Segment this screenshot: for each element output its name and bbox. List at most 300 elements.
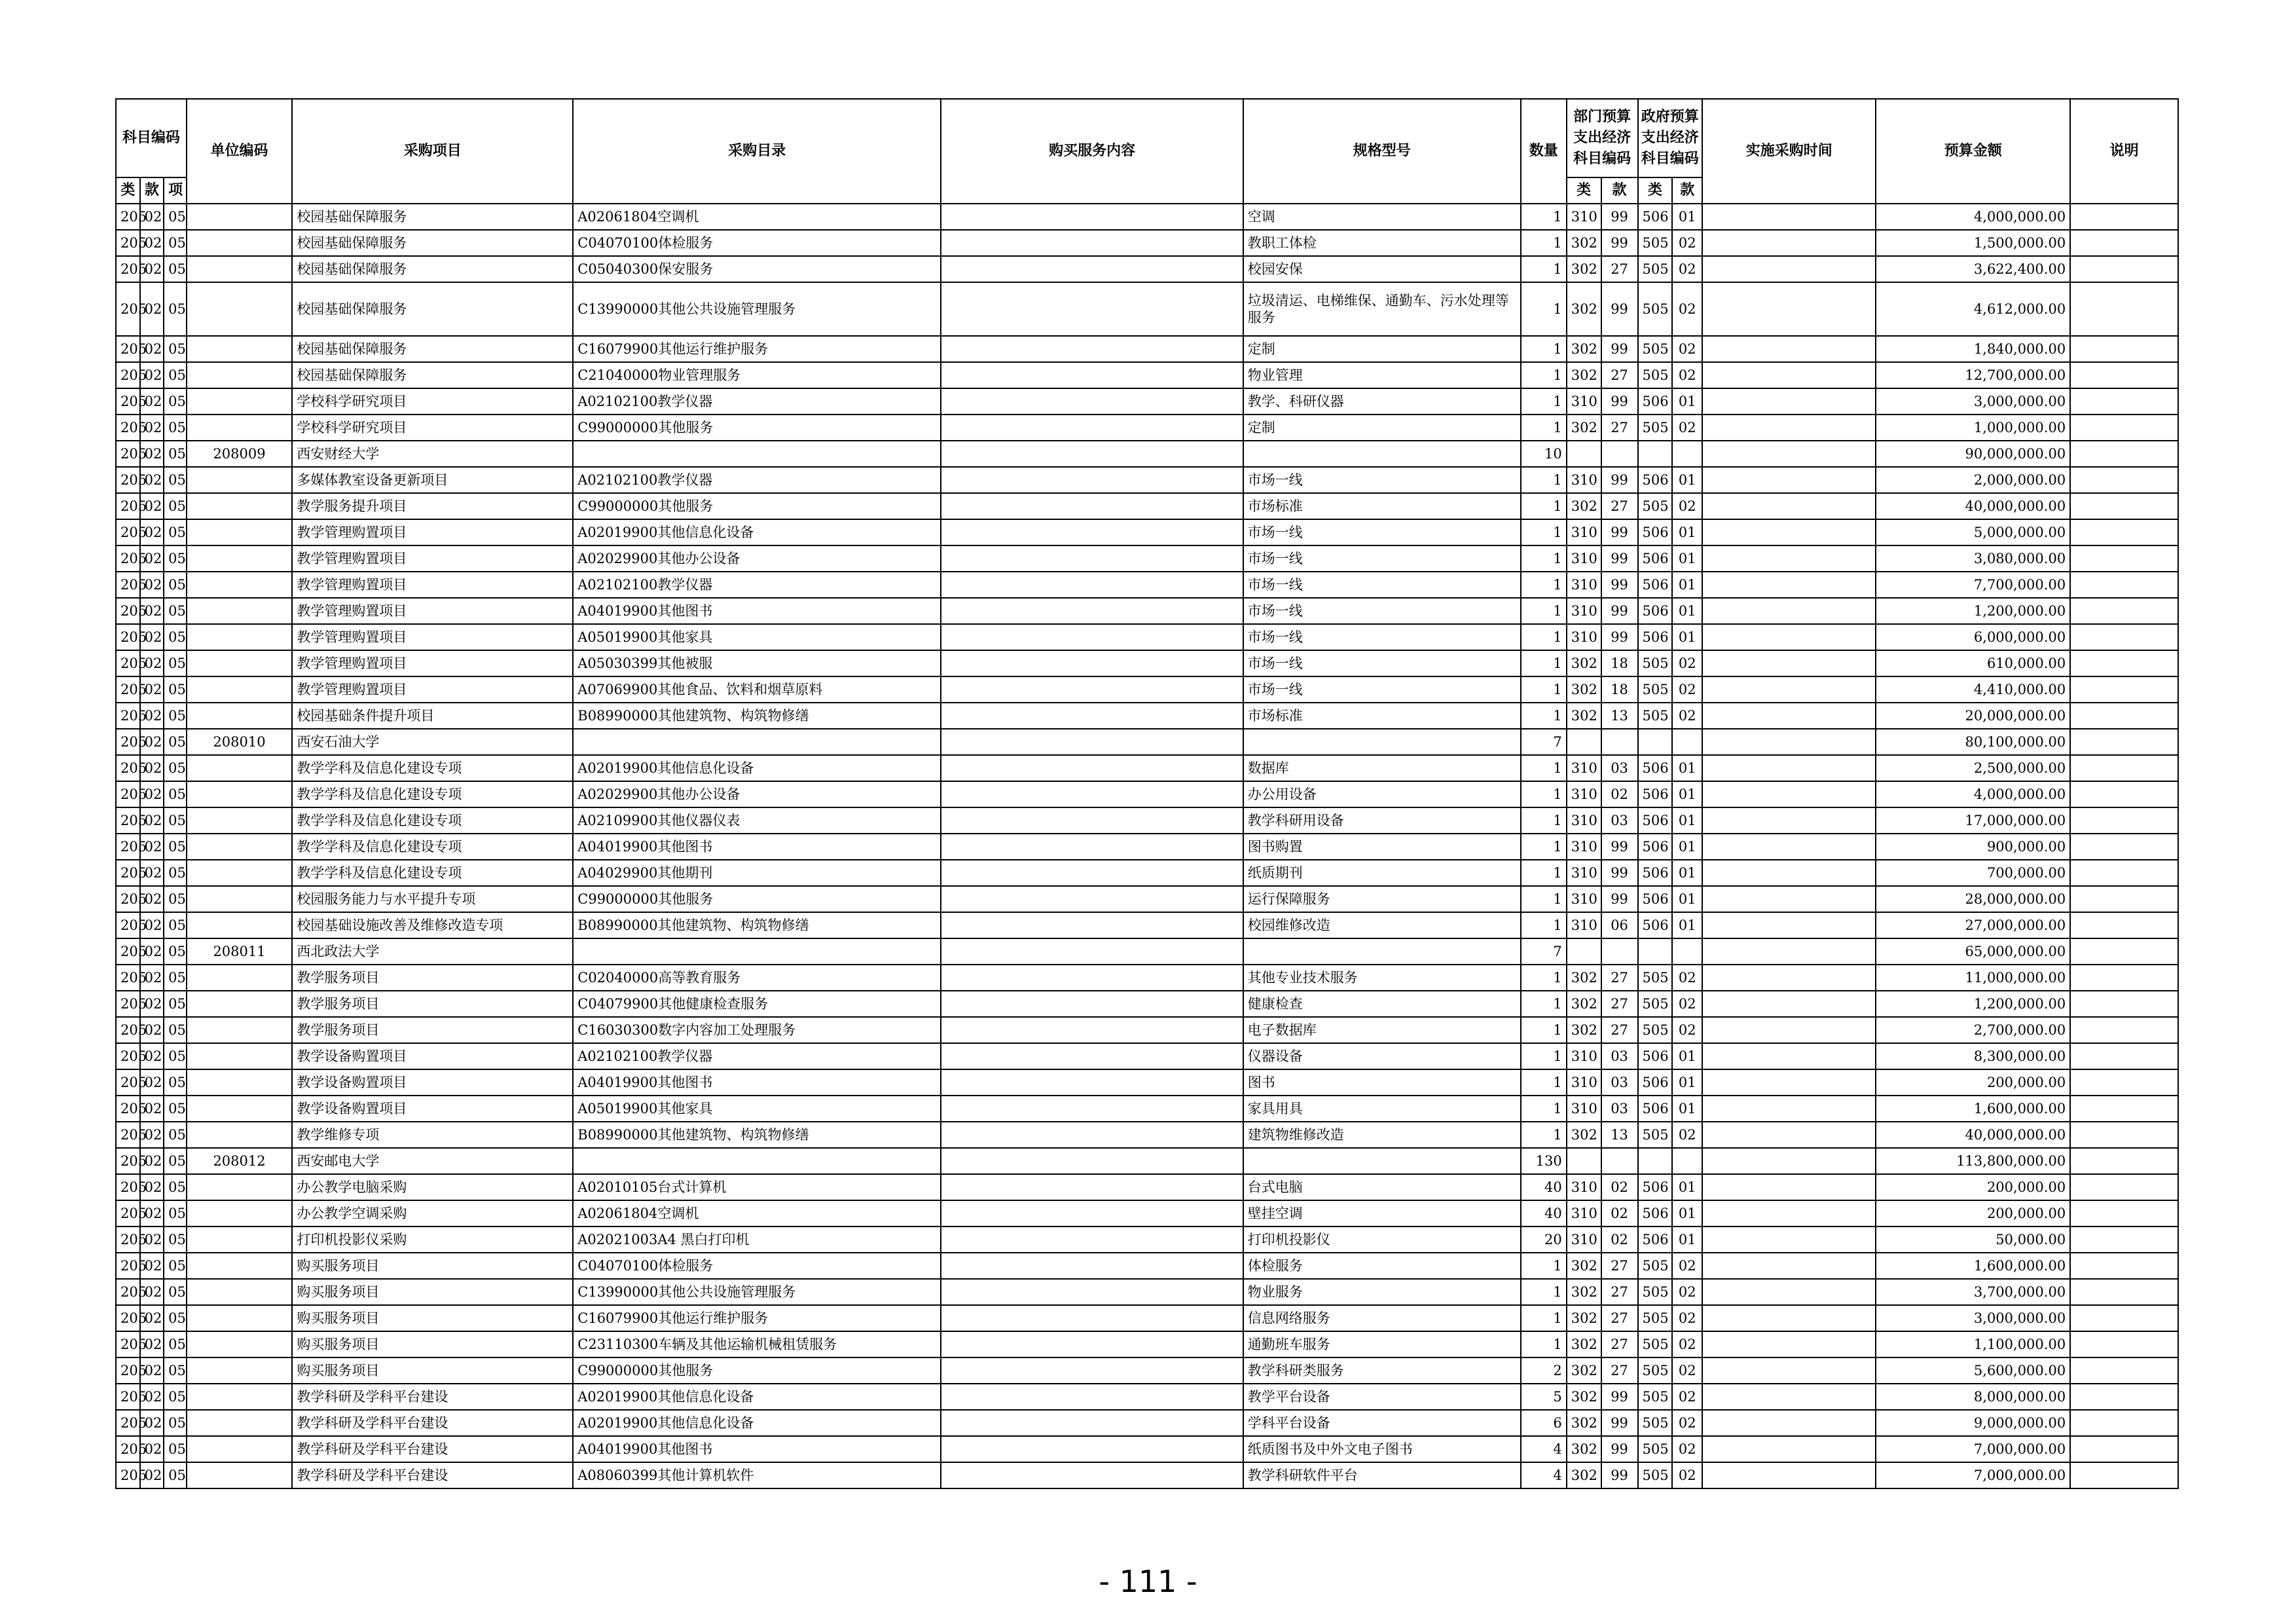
cell-unit <box>187 1331 293 1357</box>
cell-dlei: 310 <box>1567 388 1601 415</box>
cell-project: 教学学科及信息化建设专项 <box>292 834 573 860</box>
cell-catalog: A02019900其他信息化设备 <box>573 519 941 545</box>
cell-amount: 65,000,000.00 <box>1876 938 2070 965</box>
cell-glei: 506 <box>1638 1069 1673 1096</box>
cell-qty: 1 <box>1521 1253 1567 1279</box>
cell-glei: 505 <box>1638 362 1673 388</box>
cell-amount: 2,700,000.00 <box>1876 1017 2070 1043</box>
cell-service <box>941 912 1243 938</box>
cell-unit <box>187 991 293 1017</box>
cell-service <box>941 703 1243 729</box>
cell-catalog: A02021003A4 黑白打印机 <box>573 1227 941 1253</box>
cell-service <box>941 1096 1243 1122</box>
cell-amount: 7,000,000.00 <box>1876 1436 2070 1462</box>
cell-spec: 教学平台设备 <box>1243 1384 1521 1410</box>
cell-catalog: C99000000其他服务 <box>573 415 941 441</box>
cell-project: 教学科研及学科平台建设 <box>292 1436 573 1462</box>
cell-gkuan: 01 <box>1672 912 1702 938</box>
cell-note <box>2070 1331 2178 1357</box>
cell-project: 西安石油大学 <box>292 729 573 755</box>
cell-spec: 物业服务 <box>1243 1279 1521 1305</box>
cell-qty: 1 <box>1521 912 1567 938</box>
cell-note <box>2070 781 2178 807</box>
cell-kuan: 02 <box>140 807 164 834</box>
cell-qty: 10 <box>1521 441 1567 467</box>
cell-glei: 506 <box>1638 1043 1673 1069</box>
table-row <box>116 388 2178 415</box>
cell-kuan: 02 <box>140 1017 164 1043</box>
table-row <box>116 1384 2178 1410</box>
cell-dlei: 310 <box>1567 886 1601 912</box>
cell-gkuan: 01 <box>1672 834 1702 860</box>
cell-kuan: 02 <box>140 1174 164 1200</box>
cell-note <box>2070 1069 2178 1096</box>
cell-dlei: 310 <box>1567 912 1601 938</box>
cell-kuan: 02 <box>140 1331 164 1357</box>
cell-glei: 506 <box>1638 781 1673 807</box>
cell-time <box>1702 729 1876 755</box>
cell-service <box>941 991 1243 1017</box>
cell-note <box>2070 965 2178 991</box>
cell-catalog: A02019900其他信息化设备 <box>573 1410 941 1436</box>
cell-gkuan <box>1672 938 1702 965</box>
cell-gkuan: 02 <box>1672 965 1702 991</box>
cell-project: 校园基础条件提升项目 <box>292 703 573 729</box>
cell-dlei: 310 <box>1567 624 1601 650</box>
cell-catalog: A02029900其他办公设备 <box>573 545 941 572</box>
header-xiang: 项 <box>164 177 187 204</box>
cell-spec: 图书 <box>1243 1069 1521 1096</box>
cell-lei: 205 <box>116 1462 140 1488</box>
cell-lei: 205 <box>116 781 140 807</box>
cell-dlei: 302 <box>1567 650 1601 676</box>
cell-spec: 台式电脑 <box>1243 1174 1521 1200</box>
cell-unit <box>187 204 293 230</box>
cell-kuan: 02 <box>140 598 164 624</box>
cell-lei: 205 <box>116 493 140 519</box>
cell-service <box>941 362 1243 388</box>
cell-time <box>1702 912 1876 938</box>
cell-note <box>2070 230 2178 256</box>
cell-catalog: C99000000其他服务 <box>573 1357 941 1384</box>
cell-service <box>941 1122 1243 1148</box>
cell-catalog: C02040000高等教育服务 <box>573 965 941 991</box>
cell-time <box>1702 415 1876 441</box>
cell-time <box>1702 624 1876 650</box>
cell-kuan: 02 <box>140 493 164 519</box>
cell-dkuan: 03 <box>1601 1069 1638 1096</box>
cell-note <box>2070 624 2178 650</box>
cell-lei: 205 <box>116 991 140 1017</box>
cell-unit <box>187 598 293 624</box>
cell-time <box>1702 1017 1876 1043</box>
cell-amount: 610,000.00 <box>1876 650 2070 676</box>
cell-time <box>1702 1148 1876 1174</box>
cell-gkuan: 01 <box>1672 572 1702 598</box>
cell-dlei: 310 <box>1567 598 1601 624</box>
cell-service <box>941 230 1243 256</box>
table-row <box>116 781 2178 807</box>
cell-glei: 505 <box>1638 1279 1673 1305</box>
cell-gkuan: 02 <box>1672 336 1702 362</box>
cell-note <box>2070 441 2178 467</box>
cell-dlei: 302 <box>1567 676 1601 703</box>
cell-xiang: 05 <box>164 282 187 336</box>
cell-kuan: 02 <box>140 886 164 912</box>
cell-project: 购买服务项目 <box>292 1279 573 1305</box>
cell-spec: 市场一线 <box>1243 467 1521 493</box>
cell-xiang: 05 <box>164 965 187 991</box>
cell-note <box>2070 650 2178 676</box>
cell-catalog: A04029900其他期刊 <box>573 860 941 886</box>
cell-unit <box>187 1122 293 1148</box>
cell-note <box>2070 1279 2178 1305</box>
table-row <box>116 1122 2178 1148</box>
cell-amount: 40,000,000.00 <box>1876 1122 2070 1148</box>
cell-dkuan: 27 <box>1601 1253 1638 1279</box>
table-row <box>116 256 2178 282</box>
cell-catalog: A04019900其他图书 <box>573 834 941 860</box>
cell-kuan: 02 <box>140 729 164 755</box>
cell-dkuan: 27 <box>1601 1017 1638 1043</box>
cell-project: 教学设备购置项目 <box>292 1043 573 1069</box>
cell-note <box>2070 1305 2178 1331</box>
cell-amount: 700,000.00 <box>1876 860 2070 886</box>
cell-dlei <box>1567 938 1601 965</box>
cell-time <box>1702 860 1876 886</box>
cell-glei: 505 <box>1638 991 1673 1017</box>
cell-project: 教学学科及信息化建设专项 <box>292 755 573 781</box>
cell-time <box>1702 1305 1876 1331</box>
cell-dkuan <box>1601 1148 1638 1174</box>
table-row <box>116 1043 2178 1069</box>
cell-lei: 205 <box>116 834 140 860</box>
cell-lei: 205 <box>116 441 140 467</box>
cell-service <box>941 493 1243 519</box>
cell-spec: 教学科研类服务 <box>1243 1357 1521 1384</box>
cell-amount: 17,000,000.00 <box>1876 807 2070 834</box>
cell-unit <box>187 755 293 781</box>
cell-dkuan: 99 <box>1601 886 1638 912</box>
cell-amount: 1,600,000.00 <box>1876 1096 2070 1122</box>
cell-qty: 4 <box>1521 1462 1567 1488</box>
cell-lei: 205 <box>116 1096 140 1122</box>
cell-time <box>1702 441 1876 467</box>
procurement-table <box>115 98 2179 1489</box>
cell-gkuan: 01 <box>1672 388 1702 415</box>
cell-service <box>941 204 1243 230</box>
cell-time <box>1702 1331 1876 1357</box>
cell-gkuan: 01 <box>1672 755 1702 781</box>
cell-catalog: C04070100体检服务 <box>573 230 941 256</box>
cell-dlei: 302 <box>1567 991 1601 1017</box>
cell-gkuan: 02 <box>1672 1410 1702 1436</box>
cell-gkuan: 02 <box>1672 1279 1702 1305</box>
cell-qty: 20 <box>1521 1227 1567 1253</box>
cell-amount: 1,100,000.00 <box>1876 1331 2070 1357</box>
cell-service <box>941 441 1243 467</box>
cell-kuan: 02 <box>140 204 164 230</box>
cell-gkuan: 01 <box>1672 781 1702 807</box>
cell-qty: 1 <box>1521 650 1567 676</box>
cell-dlei: 310 <box>1567 572 1601 598</box>
cell-gkuan: 01 <box>1672 1069 1702 1096</box>
cell-xiang: 05 <box>164 1462 187 1488</box>
cell-xiang: 05 <box>164 1174 187 1200</box>
table-row <box>116 807 2178 834</box>
table-row <box>116 1227 2178 1253</box>
cell-note <box>2070 519 2178 545</box>
cell-lei: 205 <box>116 729 140 755</box>
cell-service <box>941 886 1243 912</box>
cell-qty: 1 <box>1521 886 1567 912</box>
cell-lei: 205 <box>116 362 140 388</box>
cell-project: 办公教学空调采购 <box>292 1200 573 1227</box>
cell-time <box>1702 676 1876 703</box>
cell-amount: 113,800,000.00 <box>1876 1148 2070 1174</box>
cell-unit <box>187 256 293 282</box>
cell-spec: 体检服务 <box>1243 1253 1521 1279</box>
cell-glei: 506 <box>1638 1096 1673 1122</box>
cell-time <box>1702 467 1876 493</box>
cell-qty: 6 <box>1521 1410 1567 1436</box>
cell-xiang: 05 <box>164 1384 187 1410</box>
cell-unit <box>187 834 293 860</box>
cell-unit <box>187 1253 293 1279</box>
cell-unit <box>187 1174 293 1200</box>
cell-qty: 1 <box>1521 204 1567 230</box>
cell-note <box>2070 938 2178 965</box>
cell-xiang: 05 <box>164 362 187 388</box>
table-row <box>116 886 2178 912</box>
cell-dlei: 302 <box>1567 1410 1601 1436</box>
cell-amount: 8,000,000.00 <box>1876 1384 2070 1410</box>
cell-project: 教学管理购置项目 <box>292 545 573 572</box>
cell-glei: 505 <box>1638 965 1673 991</box>
cell-spec: 市场一线 <box>1243 598 1521 624</box>
cell-qty: 1 <box>1521 256 1567 282</box>
cell-project: 校园基础保障服务 <box>292 362 573 388</box>
cell-dkuan: 99 <box>1601 1410 1638 1436</box>
cell-kuan: 02 <box>140 1069 164 1096</box>
cell-dlei: 302 <box>1567 1017 1601 1043</box>
cell-qty: 1 <box>1521 493 1567 519</box>
cell-note <box>2070 467 2178 493</box>
table-row <box>116 1410 2178 1436</box>
cell-amount: 1,500,000.00 <box>1876 230 2070 256</box>
cell-glei: 506 <box>1638 204 1673 230</box>
cell-dlei: 310 <box>1567 834 1601 860</box>
cell-service <box>941 755 1243 781</box>
cell-glei: 505 <box>1638 256 1673 282</box>
cell-dkuan: 99 <box>1601 282 1638 336</box>
cell-xiang: 05 <box>164 493 187 519</box>
cell-qty: 1 <box>1521 807 1567 834</box>
cell-note <box>2070 912 2178 938</box>
table-row <box>116 572 2178 598</box>
cell-note <box>2070 1462 2178 1488</box>
cell-spec: 建筑物维修改造 <box>1243 1122 1521 1148</box>
cell-project: 校园基础保障服务 <box>292 204 573 230</box>
cell-glei: 506 <box>1638 912 1673 938</box>
cell-dkuan: 03 <box>1601 1043 1638 1069</box>
cell-catalog: B08990000其他建筑物、构筑物修缮 <box>573 912 941 938</box>
cell-amount: 5,600,000.00 <box>1876 1357 2070 1384</box>
cell-project: 校园基础保障服务 <box>292 256 573 282</box>
cell-dkuan: 99 <box>1601 545 1638 572</box>
cell-qty: 1 <box>1521 1331 1567 1357</box>
cell-project: 教学服务项目 <box>292 1017 573 1043</box>
cell-time <box>1702 1096 1876 1122</box>
cell-project: 教学科研及学科平台建设 <box>292 1384 573 1410</box>
cell-catalog: C13990000其他公共设施管理服务 <box>573 1279 941 1305</box>
cell-unit: 208011 <box>187 938 293 965</box>
cell-project: 学校科学研究项目 <box>292 388 573 415</box>
cell-unit <box>187 650 293 676</box>
cell-dlei: 302 <box>1567 1122 1601 1148</box>
table-body <box>116 204 2178 1488</box>
cell-gkuan: 01 <box>1672 1200 1702 1227</box>
cell-qty: 1 <box>1521 230 1567 256</box>
cell-catalog: A02102100教学仪器 <box>573 467 941 493</box>
cell-dkuan: 02 <box>1601 1227 1638 1253</box>
cell-kuan: 02 <box>140 1279 164 1305</box>
table-row <box>116 230 2178 256</box>
cell-lei: 205 <box>116 807 140 834</box>
cell-qty: 40 <box>1521 1200 1567 1227</box>
cell-dkuan: 27 <box>1601 256 1638 282</box>
cell-glei: 506 <box>1638 860 1673 886</box>
cell-spec: 市场一线 <box>1243 650 1521 676</box>
header-dept-lei: 类 <box>1567 177 1601 204</box>
cell-service <box>941 834 1243 860</box>
cell-dkuan: 99 <box>1601 230 1638 256</box>
cell-glei: 505 <box>1638 650 1673 676</box>
cell-xiang: 05 <box>164 1305 187 1331</box>
cell-kuan: 02 <box>140 650 164 676</box>
cell-service <box>941 1384 1243 1410</box>
cell-service <box>941 336 1243 362</box>
cell-gkuan: 02 <box>1672 650 1702 676</box>
cell-xiang: 05 <box>164 650 187 676</box>
cell-time <box>1702 834 1876 860</box>
cell-glei: 505 <box>1638 493 1673 519</box>
cell-dlei: 302 <box>1567 256 1601 282</box>
cell-dkuan: 02 <box>1601 1174 1638 1200</box>
cell-gkuan: 01 <box>1672 1096 1702 1122</box>
cell-catalog: A05019900其他家具 <box>573 624 941 650</box>
cell-amount: 80,100,000.00 <box>1876 729 2070 755</box>
cell-glei: 506 <box>1638 886 1673 912</box>
cell-kuan: 02 <box>140 1043 164 1069</box>
cell-qty: 2 <box>1521 1357 1567 1384</box>
cell-time <box>1702 1462 1876 1488</box>
cell-qty: 1 <box>1521 415 1567 441</box>
cell-unit <box>187 807 293 834</box>
cell-xiang: 05 <box>164 1122 187 1148</box>
cell-catalog: C16030300数字内容加工处理服务 <box>573 1017 941 1043</box>
cell-qty: 1 <box>1521 991 1567 1017</box>
table-row <box>116 1305 2178 1331</box>
cell-gkuan: 02 <box>1672 1331 1702 1357</box>
cell-qty: 1 <box>1521 1305 1567 1331</box>
cell-kuan: 02 <box>140 230 164 256</box>
cell-kuan: 02 <box>140 1305 164 1331</box>
cell-spec: 纸质期刊 <box>1243 860 1521 886</box>
cell-qty: 7 <box>1521 938 1567 965</box>
cell-lei: 205 <box>116 282 140 336</box>
cell-lei: 205 <box>116 230 140 256</box>
cell-dlei: 302 <box>1567 415 1601 441</box>
cell-dlei <box>1567 1148 1601 1174</box>
cell-time <box>1702 886 1876 912</box>
cell-gkuan: 01 <box>1672 598 1702 624</box>
cell-spec: 数据库 <box>1243 755 1521 781</box>
table-row <box>116 415 2178 441</box>
cell-unit <box>187 282 293 336</box>
cell-gkuan: 02 <box>1672 1384 1702 1410</box>
header-time: 实施采购时间 <box>1702 99 1876 204</box>
cell-time <box>1702 1200 1876 1227</box>
cell-kuan: 02 <box>140 624 164 650</box>
cell-glei: 505 <box>1638 336 1673 362</box>
cell-catalog: A02019900其他信息化设备 <box>573 1384 941 1410</box>
cell-amount: 5,000,000.00 <box>1876 519 2070 545</box>
cell-service <box>941 1331 1243 1357</box>
cell-xiang: 05 <box>164 441 187 467</box>
cell-glei: 506 <box>1638 388 1673 415</box>
header-unit-code: 单位编码 <box>187 99 293 204</box>
cell-xiang: 05 <box>164 1096 187 1122</box>
cell-lei: 205 <box>116 1174 140 1200</box>
cell-kuan: 02 <box>140 282 164 336</box>
header-kuan: 款 <box>140 177 164 204</box>
cell-xiang: 05 <box>164 1227 187 1253</box>
cell-note <box>2070 729 2178 755</box>
cell-qty: 1 <box>1521 755 1567 781</box>
cell-project: 学校科学研究项目 <box>292 415 573 441</box>
cell-service <box>941 860 1243 886</box>
cell-lei: 205 <box>116 1410 140 1436</box>
cell-glei: 506 <box>1638 572 1673 598</box>
cell-unit <box>187 415 293 441</box>
cell-amount: 4,410,000.00 <box>1876 676 2070 703</box>
cell-glei: 505 <box>1638 230 1673 256</box>
cell-dlei: 302 <box>1567 336 1601 362</box>
cell-spec: 校园安保 <box>1243 256 1521 282</box>
cell-glei <box>1638 938 1673 965</box>
cell-dkuan: 99 <box>1601 204 1638 230</box>
cell-spec: 办公用设备 <box>1243 781 1521 807</box>
cell-gkuan: 01 <box>1672 1174 1702 1200</box>
cell-note <box>2070 415 2178 441</box>
cell-unit <box>187 1436 293 1462</box>
cell-project: 西安财经大学 <box>292 441 573 467</box>
cell-glei: 505 <box>1638 415 1673 441</box>
cell-spec <box>1243 441 1521 467</box>
table-row <box>116 282 2178 336</box>
cell-dlei: 310 <box>1567 807 1601 834</box>
cell-time <box>1702 1122 1876 1148</box>
cell-note <box>2070 362 2178 388</box>
cell-xiang: 05 <box>164 807 187 834</box>
cell-dlei: 302 <box>1567 703 1601 729</box>
cell-unit <box>187 781 293 807</box>
cell-dlei: 302 <box>1567 1462 1601 1488</box>
cell-service <box>941 807 1243 834</box>
cell-service <box>941 1174 1243 1200</box>
cell-service <box>941 256 1243 282</box>
